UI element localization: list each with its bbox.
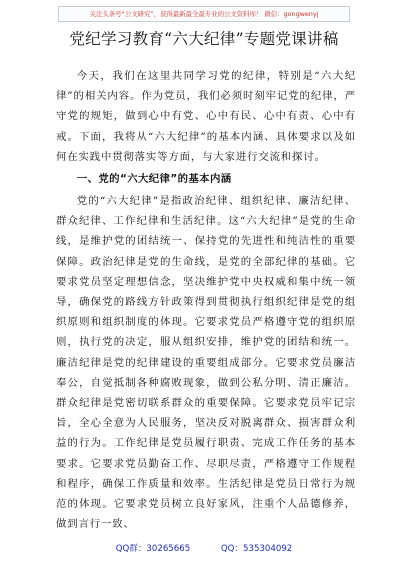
qq-group-text: QQ群：30265665 xyxy=(115,544,191,554)
contact-footer xyxy=(0,543,408,555)
document-title: 党纪学习教育“六大纪律”专题党课讲稿 xyxy=(69,30,339,48)
promo-banner[interactable] xyxy=(58,6,350,22)
section-heading: 一、党的“六大纪律”的基本内涵 xyxy=(76,173,232,186)
intro-paragraph: 今天，我们在这里共同学习党的纪律，特别是“六大纪律”的相关内容。作为党员，我们必须时刻牢记党的纪律，严守党的规矩，做到心中有党、心中有民、心中有责、心中有戒。下面，我将从“六大纪律”的基本内涵、具体要求以及如何在实践中贯彻落实等方面，与大家进行交流和探讨。 xyxy=(56,70,356,163)
qq-text: QQ：535304092 xyxy=(220,544,293,554)
promo-banner-text: 关注头条号“公文研究”，获得最新最全最专业的公文资料库！ 微信：gongwenyj xyxy=(89,10,319,18)
document-body xyxy=(56,66,356,534)
section-paragraph: 党的“六大纪律”是指政治纪律、组织纪律、廉洁纪律、群众纪律、工作纪律和生活纪律。这“六大纪律”是党的生命线，是维护党的团结统一、保持党的先进性和纯洁性的重要保障。政治纪律是党的生命线，是党的全部纪律的基础。它要求党员坚定理想信念，坚决维护党中央权威和集中统一领导，确保党的路线方针政策得到贯彻执行组织纪律是党的组织原则和组织制度的体现。它要求党员严格遵守党的组织原则，执行党的决定，服从组织安排，维护党的团结和统一。廉洁纪律是党的纪律建设的重要组成部分。它要求党员廉洁奉公，自觉抵制各种腐败现象，做到公私分明、清正廉洁。群众纪律是党密切联系群众的重要保障。它要求党员牢记宗旨，全心全意为人民服务，坚决反对脱离群众、损害群众利益的行为。工作纪律是党员履行职责、完成工作任务的基本要求。它要求党员勤奋工作、尽职尽责，严格遵守工作规程和程序，确保工作质量和效率。生活纪律是党员日常行为规范的体现。它要求党员树立良好家风，注重个人品德修养，做到言行一致、 xyxy=(56,195,356,531)
